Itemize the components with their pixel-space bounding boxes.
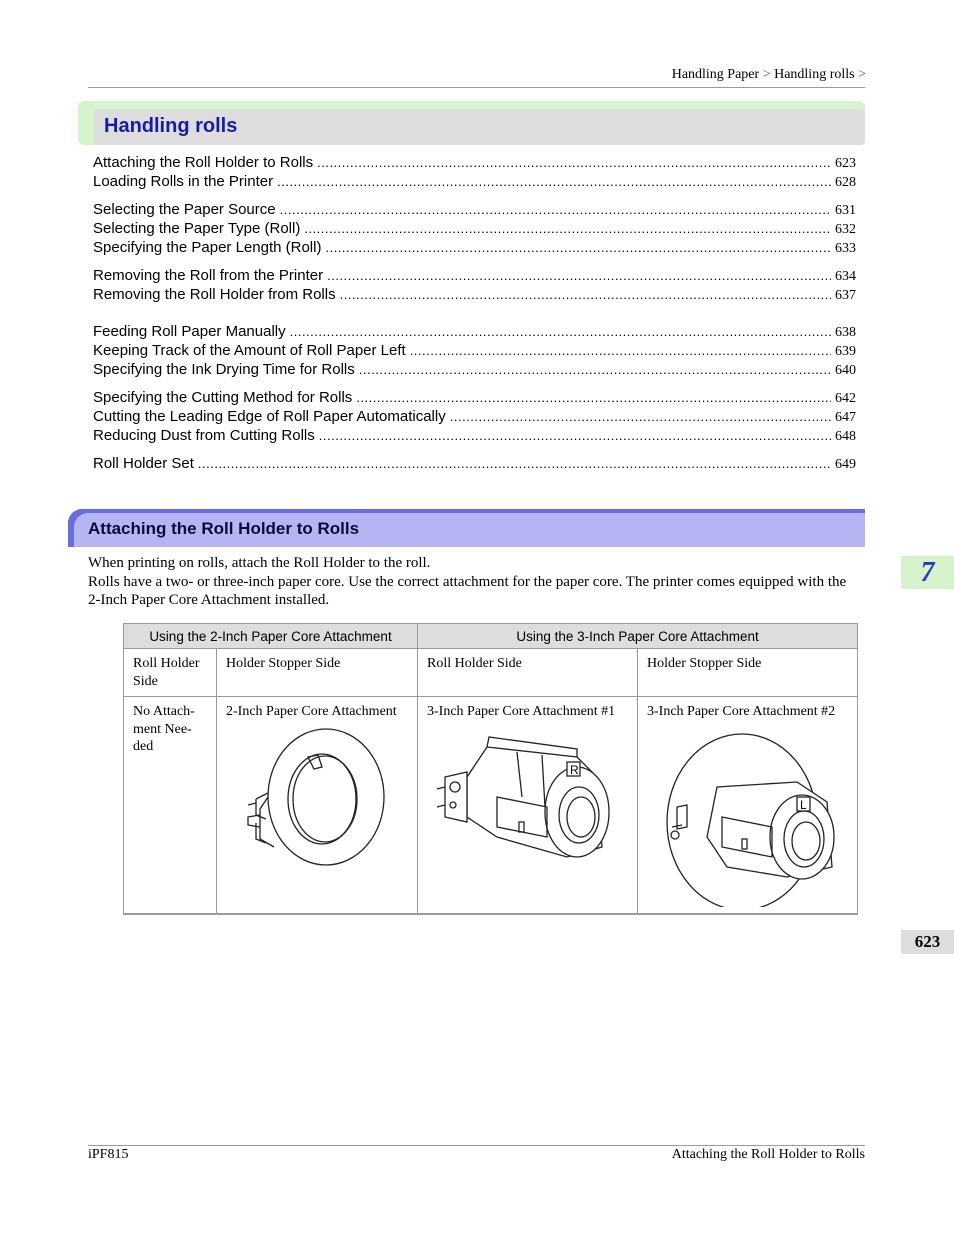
breadcrumb-separator: > <box>858 67 866 82</box>
table-cell <box>124 697 217 914</box>
toc-leader-dots <box>317 153 831 172</box>
badge-r: R <box>570 762 579 777</box>
toc-leader-dots <box>325 238 831 257</box>
page-number-badge: 623 <box>901 930 954 954</box>
toc-leader-dots <box>410 341 831 360</box>
attachment-table <box>123 623 858 915</box>
toc-entry-page: 631 <box>835 203 856 218</box>
section-title: Handling rolls <box>104 115 238 137</box>
toc-entry-title: Cutting the Leading Edge of Roll Paper Automatically <box>93 408 446 425</box>
table-cell <box>638 697 858 914</box>
breadcrumb-item-handling-rolls[interactable]: Handling rolls <box>774 67 855 82</box>
toc-entry-page: 634 <box>835 269 856 284</box>
section-banner-attaching-roll-holder <box>68 509 865 547</box>
table-cell <box>217 697 418 914</box>
cell-text: 3-Inch Paper Core Attachment #2 <box>647 704 836 719</box>
toc-entry-page: 639 <box>835 344 856 359</box>
toc-entry[interactable] <box>93 266 856 285</box>
toc-entry[interactable] <box>93 153 856 172</box>
toc-entry[interactable] <box>93 360 856 379</box>
toc-entry-title: Roll Holder Set <box>93 455 194 472</box>
toc-entry-page: 642 <box>835 391 856 406</box>
paragraph: Rolls have a two- or three-inch paper core. Use the correct attachment for the paper core. The printer comes equipped with the 2-Inch Paper Core Attachment installed. <box>88 573 847 608</box>
toc-leader-dots <box>280 200 831 219</box>
toc-group-gap <box>93 445 856 454</box>
intro-text <box>88 554 858 610</box>
toc-leader-dots <box>304 219 831 238</box>
toc-entry-page: 632 <box>835 222 856 237</box>
toc-entry[interactable] <box>93 200 856 219</box>
toc-entry[interactable] <box>93 172 856 191</box>
chapter-tab[interactable]: 7 <box>901 556 954 589</box>
toc-entry-title: Removing the Roll Holder from Rolls <box>93 286 336 303</box>
3-inch-attachment-1-illustration <box>427 727 627 877</box>
toc-entry-title: Keeping Track of the Amount of Roll Paper Left <box>93 342 406 359</box>
cell-text: No Attach-ment Nee-ded <box>133 704 195 754</box>
toc-entry-title: Selecting the Paper Source <box>93 201 276 218</box>
breadcrumb-item-handling-paper[interactable]: Handling Paper <box>671 67 760 82</box>
toc-entry-page: 648 <box>835 429 856 444</box>
table-cell: Holder Stopper Side <box>638 649 858 697</box>
toc-group-gap <box>93 257 856 266</box>
header-divider <box>88 87 865 88</box>
table-header-2-inch: Using the 2-Inch Paper Core Attachment <box>124 624 418 649</box>
toc-entry-page: 640 <box>835 363 856 378</box>
3-inch-attachment-2-illustration <box>647 727 847 907</box>
toc-entry[interactable] <box>93 322 856 341</box>
toc-entry[interactable] <box>93 341 856 360</box>
toc-entry-page: 638 <box>835 325 856 340</box>
toc-entry-title: Loading Rolls in the Printer <box>93 173 274 190</box>
toc-leader-dots <box>340 285 831 304</box>
toc-entry-title: Attaching the Roll Holder to Rolls <box>93 154 314 171</box>
toc-entry-title: Selecting the Paper Type (Roll) <box>93 220 301 237</box>
toc-leader-dots <box>198 454 831 473</box>
toc-leader-dots <box>327 266 831 285</box>
breadcrumb <box>672 67 866 83</box>
table-cell: Roll Holder Side <box>124 649 217 697</box>
table-header-3-inch: Using the 3-Inch Paper Core Attachment <box>418 624 858 649</box>
toc-entry-title: Specifying the Ink Drying Time for Rolls <box>93 361 355 378</box>
toc-entry[interactable] <box>93 238 856 257</box>
cell-text: 3-Inch Paper Core Attachment #1 <box>427 704 616 719</box>
toc-leader-dots <box>290 322 831 341</box>
section-banner-inner <box>94 109 865 145</box>
toc-entry-page: 649 <box>835 457 856 472</box>
cell-text: 2-Inch Paper Core Attachment <box>226 704 397 719</box>
table-cell: Holder Stopper Side <box>217 649 418 697</box>
footer-model: iPF815 <box>88 1147 129 1162</box>
toc-leader-dots <box>359 360 831 379</box>
toc-leader-dots <box>450 407 831 426</box>
table-cell: Roll Holder Side <box>418 649 638 697</box>
toc-leader-dots <box>277 172 831 191</box>
toc-entry-page: 628 <box>835 175 856 190</box>
section-banner-handling-rolls <box>78 101 865 145</box>
toc-entry[interactable] <box>93 388 856 407</box>
badge-l: L <box>800 797 807 812</box>
toc-leader-dots <box>356 388 831 407</box>
toc-entry-page: 623 <box>835 156 856 171</box>
toc-entry[interactable] <box>93 219 856 238</box>
toc-entry[interactable] <box>93 285 856 304</box>
footer-divider <box>88 1145 865 1146</box>
section-title: Attaching the Roll Holder to Rolls <box>88 519 360 538</box>
toc-entry-page: 633 <box>835 241 856 256</box>
2-inch-attachment-illustration <box>226 727 406 877</box>
toc-entry-title: Specifying the Paper Length (Roll) <box>93 239 322 256</box>
toc-entry-title: Reducing Dust from Cutting Rolls <box>93 427 315 444</box>
toc-entry-title: Removing the Roll from the Printer <box>93 267 324 284</box>
toc-entry-title: Specifying the Cutting Method for Rolls <box>93 389 353 406</box>
toc-group-gap <box>93 304 856 322</box>
toc-entry-page: 637 <box>835 288 856 303</box>
table-of-contents <box>93 153 856 473</box>
toc-entry[interactable] <box>93 426 856 445</box>
toc-entry[interactable] <box>93 454 856 473</box>
toc-group-gap <box>93 191 856 200</box>
toc-group-gap <box>93 379 856 388</box>
table-cell <box>418 697 638 914</box>
toc-entry-page: 647 <box>835 410 856 425</box>
footer-section-title: Attaching the Roll Holder to Rolls <box>671 1147 865 1162</box>
toc-leader-dots <box>319 426 831 445</box>
paragraph: When printing on rolls, attach the Roll Holder to the roll. <box>88 555 431 571</box>
toc-entry[interactable] <box>93 407 856 426</box>
toc-entry-title: Feeding Roll Paper Manually <box>93 323 286 340</box>
breadcrumb-separator: > <box>762 67 771 82</box>
